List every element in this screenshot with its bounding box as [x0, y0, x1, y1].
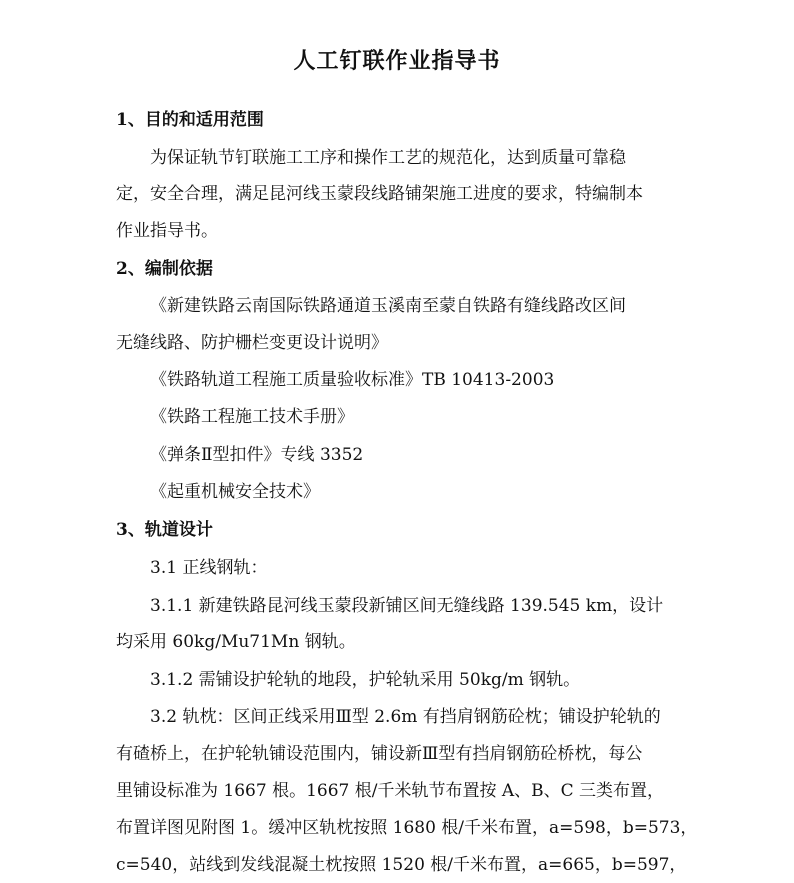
reference-line: 《弹条Ⅱ型扣件》专线 3352 [150, 445, 364, 465]
reference-line: 《起重机械安全技术》 [150, 482, 320, 502]
subsection-line: 3.1.1 新建铁路昆河线玉蒙段新铺区间无缝线路 139.545 km，设计 [150, 596, 664, 616]
section-1-paragraph-line: 作业指导书。 [116, 221, 218, 241]
document-title: 人工钉联作业指导书 [293, 48, 501, 74]
section-2-heading: 2、编制依据 [116, 259, 213, 279]
section-1-paragraph-line: 定，安全合理，满足昆河线玉蒙段线路铺架施工进度的要求，特编制本 [116, 184, 643, 204]
subsection-line: 布置详图见附图 1。缓冲区轨枕按照 1680 根/千米布置，a=598，b=573， [116, 818, 698, 838]
subsection-line: 3.1.2 需铺设护轮轨的地段，护轮轨采用 50kg/m 钢轨。 [150, 670, 581, 690]
section-3-heading: 3、轨道设计 [116, 520, 213, 540]
subsection-line: 均采用 60kg/Mu71Mn 钢轨。 [116, 632, 356, 652]
reference-line: 《铁路工程施工技术手册》 [150, 407, 354, 427]
subsection-line: 3.2 轨枕：区间正线采用Ⅲ型 2.6m 有挡肩钢筋砼枕；铺设护轮轨的 [150, 707, 661, 727]
reference-line: 无缝线路、防护栅栏变更设计说明》 [116, 333, 388, 353]
section-1-paragraph-line: 为保证轨节钉联施工工序和操作工艺的规范化，达到质量可靠稳 [150, 148, 626, 168]
subsection-line: 有碴桥上，在护轮轨铺设范围内，铺设新Ⅲ型有挡肩钢筋砼桥枕，每公 [116, 744, 643, 764]
reference-line: 《新建铁路云南国际铁路通道玉溪南至蒙自铁路有缝线路改区间 [150, 296, 626, 316]
reference-line: 《铁路轨道工程施工质量验收标准》TB 10413-2003 [150, 370, 555, 390]
subsection-heading: 3.1 正线钢轨： [150, 558, 268, 578]
subsection-line: c=540，站线到发线混凝土枕按照 1520 根/千米布置，a=665，b=597， [116, 855, 687, 875]
subsection-line: 里铺设标准为 1667 根。1667 根/千米轨节布置按 A、B、C 三类布置， [116, 781, 665, 801]
section-1-heading: 1、目的和适用范围 [116, 110, 264, 130]
